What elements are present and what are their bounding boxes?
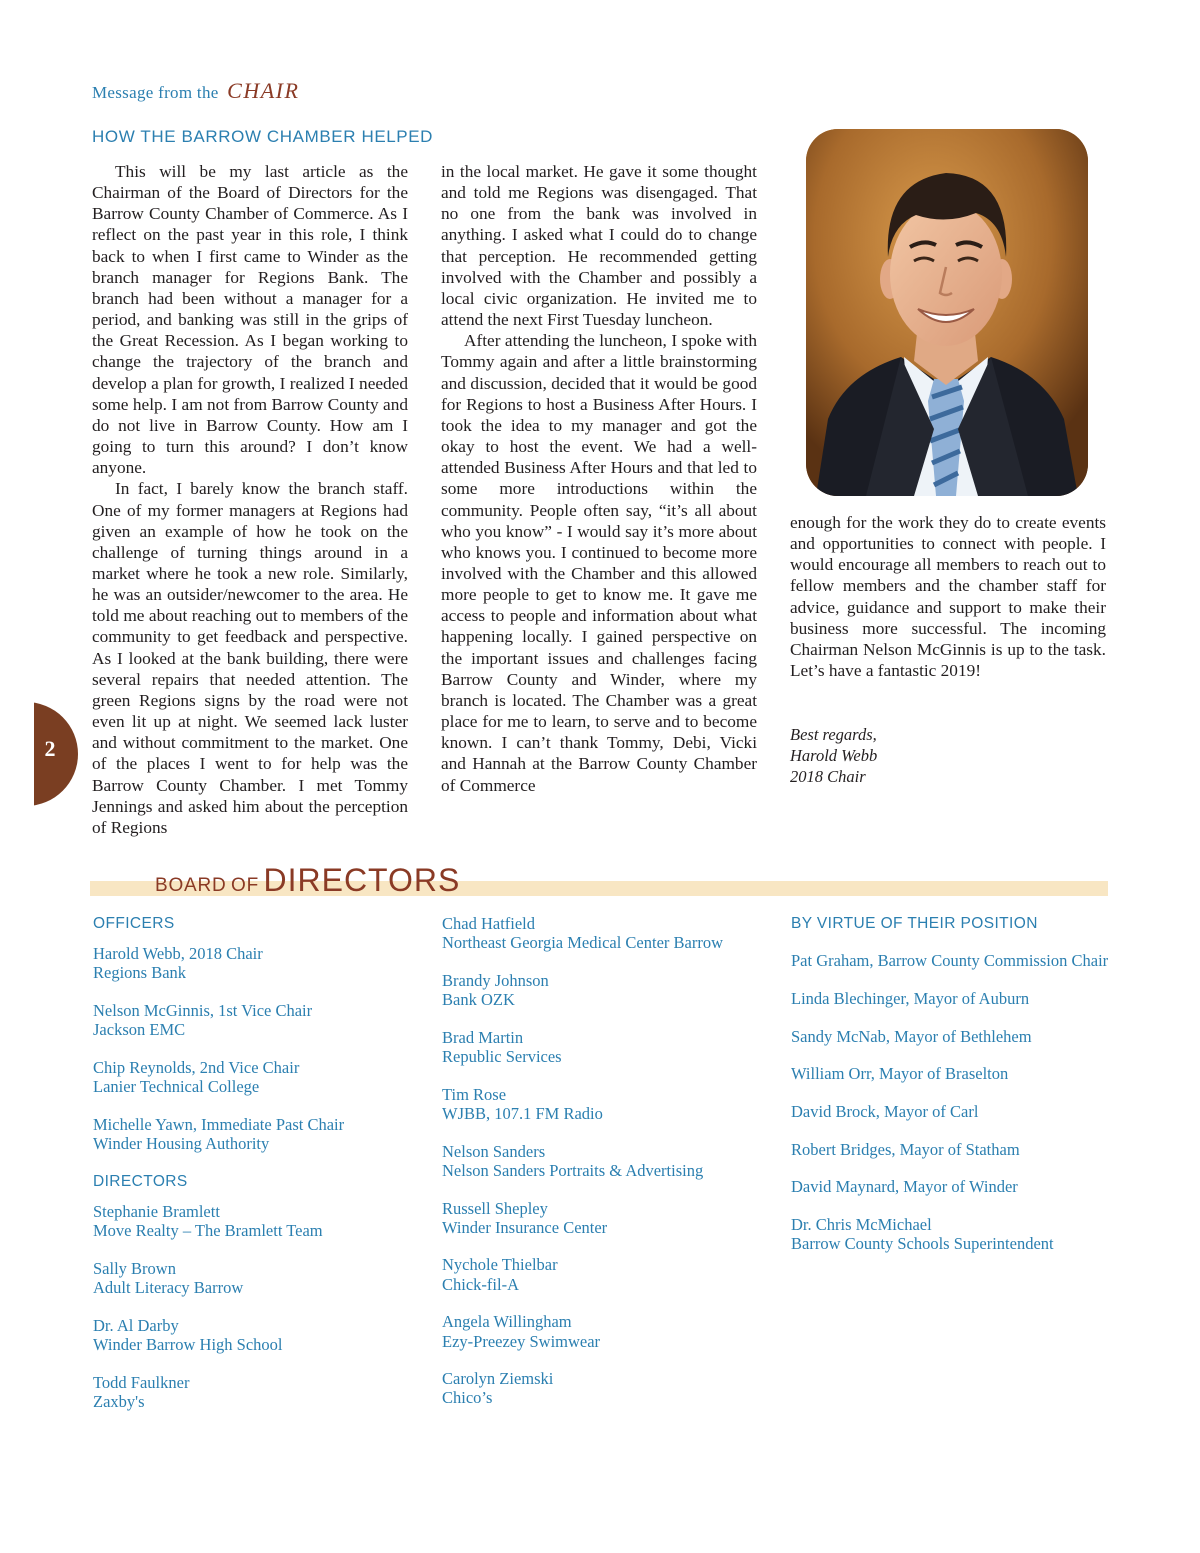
- board-title-word-1: BOARD: [155, 875, 227, 896]
- article-column-2: [441, 161, 757, 796]
- chair-portrait-photo: [806, 129, 1088, 496]
- director-entry: [442, 1085, 723, 1123]
- officer-entry: [93, 944, 344, 982]
- ex-officio-entry: Sandy McNab, Mayor of Bethlehem: [791, 1026, 1032, 1046]
- portrait-illustration: [806, 129, 1088, 496]
- ex-officio-entry: Robert Bridges, Mayor of Statham: [791, 1139, 1020, 1159]
- member-org: Ezy-Preezey Swimwear: [442, 1331, 601, 1351]
- kicker-prefix: Message from the: [92, 83, 219, 102]
- officer-entry: [93, 1058, 344, 1096]
- member-name: Angela Willingham: [442, 1312, 572, 1332]
- member-name: Chad Hatfield: [442, 914, 536, 933]
- board-title-word-2: OF: [231, 875, 260, 896]
- member-name: Stephanie Bramlett: [93, 1202, 220, 1222]
- director-entry: [442, 1369, 723, 1407]
- director-entry: [442, 1312, 723, 1350]
- member-org: Lanier Technical College: [93, 1077, 260, 1097]
- member-name: Dr. Chris McMichael: [791, 1215, 932, 1235]
- member-org: Move Realty – The Bramlett Team: [93, 1221, 323, 1241]
- member-name: Chip Reynolds, 2nd Vice Chair: [93, 1058, 300, 1078]
- director-entry: [93, 1259, 344, 1297]
- signoff-closing: Best regards,: [790, 725, 877, 744]
- page-number-tab: [0, 702, 78, 806]
- director-entry: [442, 1199, 723, 1237]
- officer-entry: [93, 1001, 344, 1039]
- ex-officio-entry: William Orr, Mayor of Braselton: [791, 1064, 1009, 1084]
- paragraph: This will be my last article as the Chairman of the Board of Directors for the Barrow County Chamber of Commerce. As I reflect on the past year in this role, I think back to when I first came to Winder as the branch manager for Regions Bank. The branch had been without a manager for a period, and banking was still in the grips of the Great Recession. As I began working to change the trajectory of the branch and develop a plan for growth, I realized I needed some help. I am not from Barrow County and do not live in Barrow County. How am I going to turn this around? I don’t know anyone.: [92, 162, 408, 478]
- member-org: Barrow County Schools Superintendent: [791, 1234, 1054, 1254]
- member-name: Carolyn Ziemski: [442, 1369, 554, 1389]
- director-entry: [442, 1028, 723, 1066]
- signoff: [790, 724, 877, 787]
- member-name: Russell Shepley: [442, 1198, 548, 1218]
- member-org: Northeast Georgia Medical Center Barrow: [442, 933, 724, 953]
- officers-heading: OFFICERS: [93, 915, 175, 932]
- article-headline: HOW THE BARROW CHAMBER HELPED: [92, 127, 434, 146]
- member-name: Tim Rose: [442, 1084, 507, 1104]
- member-org: Zaxby's: [93, 1391, 145, 1411]
- paragraph: In fact, I barely know the branch staff. One of my former managers at Regions had given an example of how he took on the challenge of turning things around in a market where he took a new role. Similarly, he was an outsider/newcomer to the area. He told me about reaching out to members of the community to get feedback and perspective. As I looked at the bank building, there were several repairs that needed attention. The green Regions signs by the road were not even lit up at night. We seemed lack luster and without commitment to the market. One of the places I went to for help was the Barrow County Chamber. I met Tommy Jennings and asked him about the perception of Regions: [92, 479, 408, 837]
- member-name: Harold Webb, 2018 Chair: [93, 944, 263, 964]
- member-org: Regions Bank: [93, 963, 187, 983]
- section-kicker: [92, 78, 299, 104]
- member-org: Winder Barrow High School: [93, 1335, 283, 1355]
- member-name: Nelson Sanders: [442, 1141, 546, 1161]
- directors-heading: DIRECTORS: [93, 1172, 188, 1190]
- directory-column-3: [791, 914, 1108, 1272]
- member-name: Brad Martin: [442, 1027, 524, 1047]
- board-title-word-3: DIRECTORS: [263, 862, 461, 898]
- paragraph: in the local market. He gave it some thought and told me Regions was disengaged. That no one from the bank was involved in anything. I asked what I could do to change that perception. He recommended getting involved with the Chamber and possibly a local civic organization. He invited me to attend the next First Tuesday luncheon.: [441, 162, 757, 330]
- member-org: Winder Insurance Center: [442, 1217, 608, 1237]
- ex-officio-entry: David Maynard, Mayor of Winder: [791, 1177, 1018, 1197]
- director-entry: [442, 1142, 723, 1180]
- member-org: WJBB, 107.1 FM Radio: [442, 1103, 603, 1123]
- article-column-3: [790, 512, 1106, 681]
- directory-column-2: [442, 914, 723, 1426]
- member-org: Bank OZK: [442, 990, 515, 1010]
- member-org: Winder Housing Authority: [93, 1134, 270, 1154]
- member-name: Nychole Thielbar: [442, 1255, 558, 1275]
- director-entry: [442, 914, 723, 952]
- director-entry: [442, 1255, 723, 1293]
- member-name: Michelle Yawn, Immediate Past Chair: [93, 1114, 345, 1134]
- member-org: Republic Services: [442, 1047, 562, 1067]
- signoff-name: Harold Webb: [790, 746, 878, 765]
- member-name: Nelson McGinnis, 1st Vice Chair: [93, 1001, 313, 1021]
- paragraph: enough for the work they do to create events and opportunities to connect with people. I would encourage all members to reach out to fellow members and the chamber staff for advice, guidance and support to make their business more successful. The incoming Chairman Nelson McGinnis is up to the task. Let’s have a fantastic 2019!: [790, 513, 1106, 681]
- member-org: Chick-fil-A: [442, 1274, 519, 1294]
- signoff-title: 2018 Chair: [790, 767, 866, 786]
- member-name: Dr. Al Darby: [93, 1315, 179, 1335]
- kicker-emphasis: CHAIR: [227, 78, 300, 103]
- ex-officio-entry: David Brock, Mayor of Carl: [791, 1102, 979, 1122]
- member-org: Nelson Sanders Portraits & Advertising: [442, 1160, 704, 1180]
- ex-officio-entry: Linda Blechinger, Mayor of Auburn: [791, 988, 1030, 1008]
- member-name: Brandy Johnson: [442, 970, 549, 990]
- director-entry: [93, 1316, 344, 1354]
- directory-column-1: [93, 914, 344, 1430]
- member-name: Todd Faulkner: [93, 1372, 190, 1392]
- ex-officio-entry: Pat Graham, Barrow County Commission Chair: [791, 951, 1109, 971]
- member-org: Adult Literacy Barrow: [93, 1278, 244, 1298]
- officer-entry: [93, 1115, 344, 1153]
- director-entry: [442, 971, 723, 1009]
- paragraph: After attending the luncheon, I spoke with Tommy again and after a little brainstorming and discussion, decided that it would be good for Regions to host a Business After Hours. I took the idea to my manager and got the okay to host the event. We had a well-attended Business After Hours and that led to some more introductions within the community. People often say, “it’s all about who you know” - I would say it’s more about who knows you. I continued to become more involved with the Chamber and this allowed more people to get to know me. It gave me access to people and information about what happening locally. I gained perspective on the important issues and challenges facing Barrow County and Winder, where my branch is located. The Chamber was a great place for me to learn, to serve and to become known. I can’t thank Tommy, Debi, Vicki and Hannah at the Barrow County Chamber of Commerce: [441, 331, 757, 795]
- page-number: 2: [44, 736, 56, 761]
- member-org: Jackson EMC: [93, 1020, 186, 1040]
- member-name: Sally Brown: [93, 1258, 176, 1278]
- director-entry: [93, 1202, 344, 1240]
- director-entry: [93, 1373, 344, 1411]
- article-column-1: [92, 161, 408, 838]
- ex-officio-heading: BY VIRTUE OF THEIR POSITION: [791, 915, 1038, 932]
- member-org: Chico’s: [442, 1388, 493, 1408]
- board-title: [155, 864, 460, 896]
- ex-officio-entry: [791, 1215, 1108, 1253]
